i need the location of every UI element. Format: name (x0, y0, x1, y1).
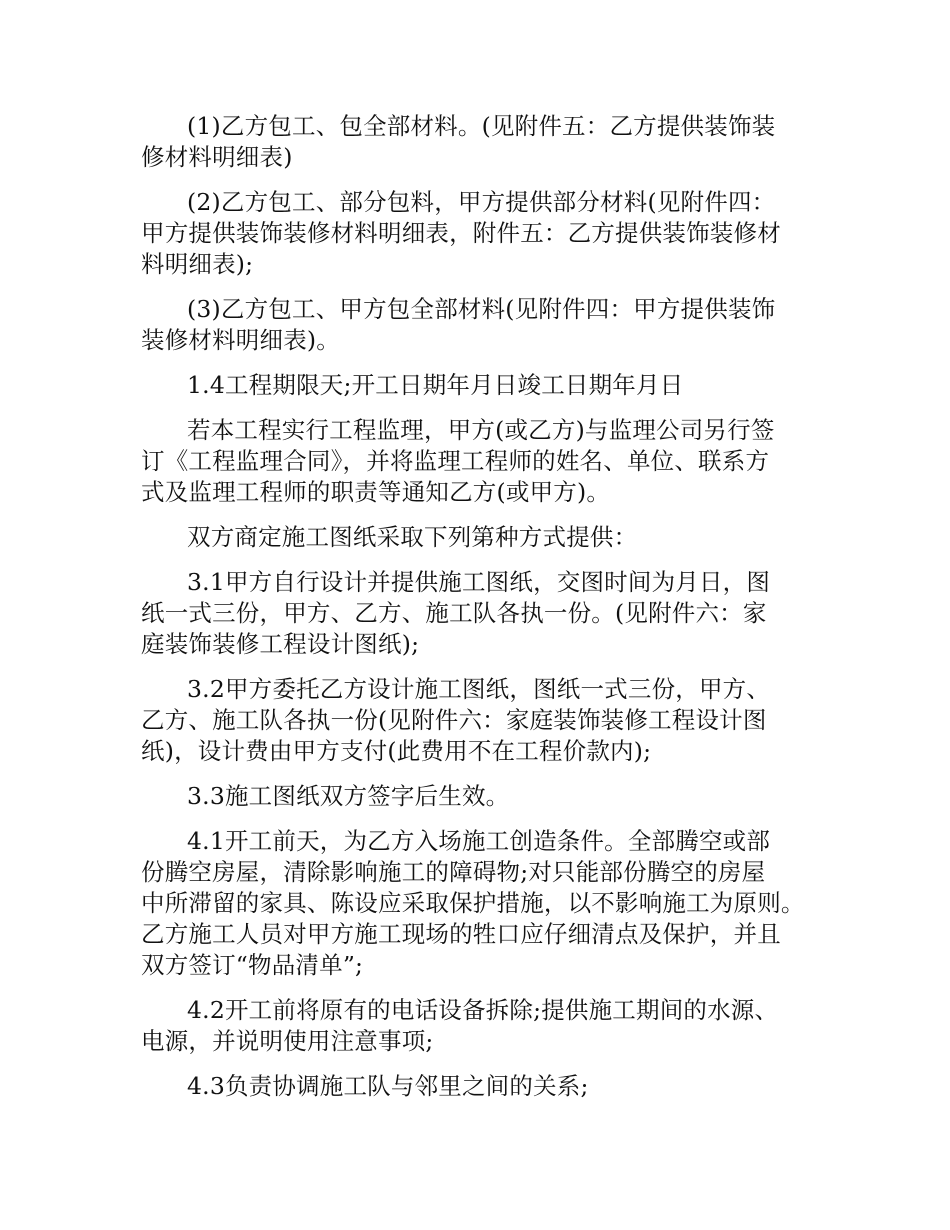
text-line: 3.2甲方委托乙方设计施工图纸，图纸一式三份，甲方、 (187, 675, 771, 703)
paragraph-10 (141, 826, 821, 981)
text-line: 庭装饰装修工程设计图纸); (141, 630, 420, 658)
document-body (141, 111, 821, 1116)
paragraph-12 (141, 1071, 821, 1102)
paragraph-2 (141, 187, 821, 280)
paragraph-1 (141, 111, 821, 173)
text-line: 修材料明细表) (141, 143, 293, 171)
text-line: 电源，并说明使用注意事项; (141, 1027, 434, 1055)
paragraph-11 (141, 995, 821, 1057)
paragraph-4 (141, 370, 821, 401)
text-line: 份腾空房屋，清除影响施工的障碍物;对只能部份腾空的房屋 (141, 858, 766, 886)
text-line: 4.2开工前将原有的电话设备拆除;提供施工期间的水源、 (187, 996, 779, 1024)
paragraph-6 (141, 522, 821, 553)
text-line: 双方商定施工图纸采取下列第种方式提供： (187, 523, 638, 551)
paragraph-3 (141, 294, 821, 356)
paragraph-7 (141, 567, 821, 660)
text-line: 甲方提供装饰装修材料明细表，附件五：乙方提供装饰装修材 (141, 219, 781, 247)
text-line: (3)乙方包工、甲方包全部材料(见附件四：甲方提供装饰 (187, 295, 776, 323)
text-line: 3.3施工图纸双方签字后生效。 (187, 782, 510, 810)
text-line: (2)乙方包工、部分包料，甲方提供部分材料(见附件四： (187, 188, 776, 216)
text-line: 纸)，设计费由甲方支付(此费用不在工程价款内); (141, 737, 652, 765)
text-line: 双方签订“物品清单”; (141, 951, 364, 979)
text-line: 4.1开工前天，为乙方入场施工创造条件。全部腾空或部 (187, 827, 771, 855)
paragraph-5 (141, 415, 821, 508)
paragraph-8 (141, 674, 821, 767)
text-line: 式及监理工程师的职责等通知乙方(或甲方)。 (141, 478, 611, 506)
paragraph-9 (141, 781, 821, 812)
text-line: 纸一式三份，甲方、乙方、施工队各执一份。(见附件六：家 (141, 599, 767, 627)
text-line: 1.4工程期限天;开工日期年月日竣工日期年月日 (187, 371, 684, 399)
text-line: 乙方、施工队各执一份(见附件六：家庭装饰装修工程设计图 (141, 706, 767, 734)
text-line: 3.1甲方自行设计并提供施工图纸，交图时间为月日，图 (187, 568, 771, 596)
text-line: 若本工程实行工程监理，甲方(或乙方)与监理公司另行签 (187, 416, 775, 444)
text-line: 乙方施工人员对甲方施工现场的牲口应仔细清点及保护，并且 (141, 920, 781, 948)
text-line: 4.3负责协调施工队与邻里之间的关系; (187, 1072, 589, 1100)
text-line: 装修材料明细表)。 (141, 326, 340, 354)
text-line: 料明细表); (141, 250, 254, 278)
text-line: 订《工程监理合同》，并将监理工程师的姓名、单位、联系方 (141, 447, 770, 475)
text-line: (1)乙方包工、包全部材料。(见附件五：乙方提供装饰装 (187, 112, 776, 140)
text-line: 中所滞留的家具、陈设应采取保护措施，以不影响施工为原则。 (141, 889, 805, 917)
